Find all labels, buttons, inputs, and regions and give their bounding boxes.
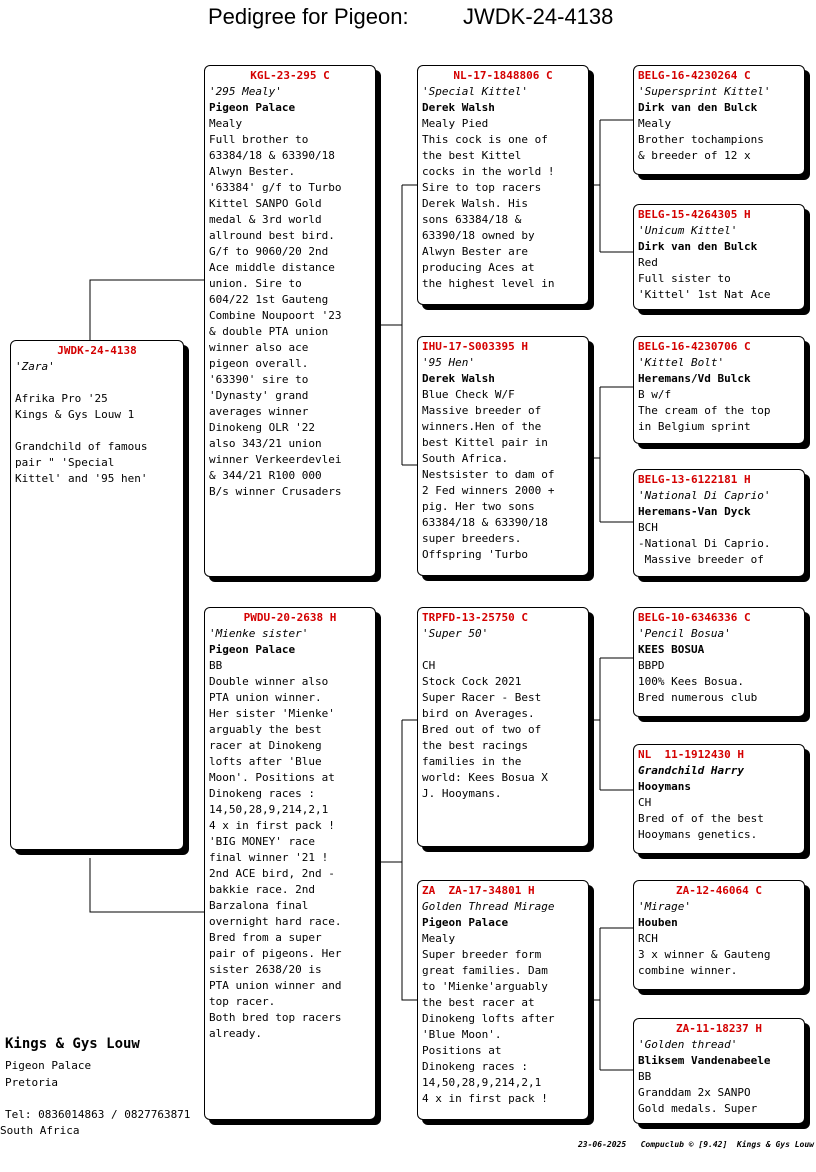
great-grandparent-color: Red bbox=[638, 256, 658, 269]
great-grandparent-color: BB bbox=[638, 1070, 652, 1083]
grandparent-ring: IHU-17-S003395 H bbox=[422, 340, 528, 353]
footer-country: South Africa bbox=[0, 1124, 80, 1137]
grandparent-owner: Pigeon Palace bbox=[422, 916, 509, 929]
title-ring: JWDK-24-4138 bbox=[463, 4, 614, 29]
great-grandparent-name: 'Supersprint Kittel' bbox=[638, 85, 771, 98]
grandparent-name: '95 Hen' bbox=[422, 356, 475, 369]
grandparent-note: Super breeder form great families. Dam to 'Mienke'arguably the best racer at Dinokeng lofts after 'Blue Moon'. Positions at Dinokeng races : 14,50,28,9,214,2,1 4 x in first pack ! bbox=[422, 948, 555, 1105]
great-grandparent-name: Grandchild Harry bbox=[638, 764, 744, 777]
great-grandparent-card[interactable] bbox=[633, 1018, 805, 1124]
great-grandparent-ring: BELG-10-6346336 C bbox=[638, 611, 751, 624]
great-grandparent-owner: Houben bbox=[638, 916, 678, 929]
sire-card[interactable] bbox=[204, 65, 376, 577]
great-grandparent-note: 3 x winner & Gauteng combine winner. bbox=[638, 948, 771, 977]
great-grandparent-note: 100% Kees Bosua. Bred numerous club bbox=[638, 675, 758, 704]
title-label: Pedigree for Pigeon: bbox=[208, 4, 409, 29]
great-grandparent-ring: BELG-13-6122181 H bbox=[638, 473, 751, 486]
great-grandparent-owner: Dirk van den Bulck bbox=[638, 101, 758, 114]
great-grandparent-note: -National Di Caprio. Massive breeder of bbox=[638, 537, 771, 566]
great-grandparent-color: RCH bbox=[638, 932, 658, 945]
great-grandparent-ring: BELG-16-4230264 C bbox=[638, 69, 751, 82]
grandparent-ring: TRPFD-13-25750 C bbox=[422, 611, 528, 624]
great-grandparent-name: 'Pencil Bosua' bbox=[638, 627, 731, 640]
granddam-maternal-card[interactable] bbox=[417, 880, 589, 1120]
dam-color: BB bbox=[209, 659, 223, 672]
great-grandparent-owner: Hooymans bbox=[638, 780, 691, 793]
great-grandparent-ring: ZA-12-46064 C bbox=[675, 884, 763, 897]
sire-name: '295 Mealy' bbox=[209, 85, 282, 98]
great-grandparent-card[interactable] bbox=[633, 204, 805, 310]
footer-owner-name: Kings & Gys Louw bbox=[5, 1036, 140, 1052]
grandparent-color: Blue Check W/F bbox=[422, 388, 515, 401]
grandparent-color: Mealy Pied bbox=[422, 117, 489, 130]
great-grandparent-color: B w/f bbox=[638, 388, 672, 401]
grandparent-name: 'Super 50' bbox=[422, 627, 489, 640]
great-grandparent-name: 'Unicum Kittel' bbox=[638, 224, 738, 237]
great-grandparent-note: Brother tochampions & breeder of 12 x bbox=[638, 133, 764, 162]
grandsire-paternal-card[interactable] bbox=[417, 65, 589, 305]
grandparent-color: CH bbox=[422, 659, 436, 672]
great-grandparent-owner: Heremans-Van Dyck bbox=[638, 505, 751, 518]
great-grandparent-note: Bred of of the best Hooymans genetics. bbox=[638, 812, 764, 841]
dam-owner: Pigeon Palace bbox=[209, 643, 296, 656]
great-grandparent-ring: ZA-11-18237 H bbox=[675, 1022, 763, 1035]
great-grandparent-name: 'Kittel Bolt' bbox=[638, 356, 725, 369]
grandparent-note: Massive breeder of winners.Hen of the best Kittel pair in South Africa. Nestsister to dam of 2 Fed winners 2000 + pig. Her two sons 63384/18 & 63390/18 super breeders. Offspring 'Turbo bbox=[422, 404, 555, 561]
great-grandparent-ring: BELG-15-4264305 H bbox=[638, 208, 751, 221]
great-grandparent-card[interactable] bbox=[633, 744, 805, 854]
great-grandparent-name: 'Golden thread' bbox=[638, 1038, 738, 1051]
footer-phone: Tel: 0836014863 / 0827763871 bbox=[5, 1108, 191, 1121]
grandparent-color: Mealy bbox=[422, 932, 456, 945]
great-grandparent-owner: Dirk van den Bulck bbox=[638, 240, 758, 253]
great-grandparent-card[interactable] bbox=[633, 469, 805, 577]
subject-note: Afrika Pro '25 Kings & Gys Louw 1 Grandchild of famous pair " 'Special Kittel' and '95 hen' bbox=[15, 392, 148, 485]
great-grandparent-card[interactable] bbox=[633, 880, 805, 990]
granddam-paternal-card[interactable] bbox=[417, 336, 589, 576]
grandparent-ring: ZA ZA-17-34801 H bbox=[422, 884, 535, 897]
great-grandparent-color: BCH bbox=[638, 521, 658, 534]
dam-card[interactable] bbox=[204, 607, 376, 1120]
great-grandparent-name: 'National Di Caprio' bbox=[638, 489, 771, 502]
great-grandparent-ring: BELG-16-4230706 C bbox=[638, 340, 751, 353]
great-grandparent-card[interactable] bbox=[633, 336, 805, 444]
grandsire-maternal-card[interactable] bbox=[417, 607, 589, 847]
great-grandparent-name: 'Mirage' bbox=[638, 900, 691, 913]
great-grandparent-owner: Heremans/Vd Bulck bbox=[638, 372, 751, 385]
sire-color: Mealy bbox=[209, 117, 243, 130]
grandparent-owner: Derek Walsh bbox=[422, 101, 495, 114]
grandparent-note: Stock Cock 2021 Super Racer - Best bird on Averages. Bred out of two of the best racings families in the world: Kees Bosua X J. Hooymans. bbox=[422, 675, 548, 800]
subject-name: 'Zara' bbox=[15, 360, 55, 373]
sire-ring: KGL-23-295 C bbox=[250, 69, 330, 82]
great-grandparent-card[interactable] bbox=[633, 607, 805, 717]
great-grandparent-card[interactable] bbox=[633, 65, 805, 175]
subject-ring: JWDK-24-4138 bbox=[57, 344, 137, 357]
great-grandparent-ring: NL 11-1912430 H bbox=[638, 748, 744, 761]
footer-loft: Pigeon Palace bbox=[5, 1059, 92, 1072]
dam-name: 'Mienke sister' bbox=[209, 627, 309, 640]
sire-owner: Pigeon Palace bbox=[209, 101, 296, 114]
great-grandparent-owner: KEES BOSUA bbox=[638, 643, 705, 656]
sire-note: Full brother to 63384/18 & 63390/18 Alwyn Bester. '63384' g/f to Turbo Kittel SANPO Gold medal & 3rd world allround best bird. G/f to 9060/20 2nd Ace middle distance union. Sire to 604/22 1st Gauteng Combine Noupoort '23 & double PTA union winner also ace pigeon overall. '63390' sire to 'Dynasty' grand averages winner Dinokeng OLR '22 also 343/21 union winner Verkeerdevlei & 344/21 R100 000 B/s winner Crusaders bbox=[209, 133, 342, 498]
grandparent-note: This cock is one of the best Kittel cocks in the world ! Sire to top racers Derek Walsh. His sons 63384/18 & 63390/18 owned by Alwyn Bester are producing Aces at the highest level in bbox=[422, 133, 555, 290]
grandparent-owner: Derek Walsh bbox=[422, 372, 495, 385]
great-grandparent-color: Mealy bbox=[638, 117, 672, 130]
dam-ring: PWDU-20-2638 H bbox=[243, 611, 337, 624]
grandparent-owner bbox=[422, 642, 584, 658]
grandparent-name: Golden Thread Mirage bbox=[422, 900, 555, 913]
great-grandparent-note: Granddam 2x SANPO Gold medals. Super bbox=[638, 1086, 758, 1115]
grandparent-ring: NL-17-1848806 C bbox=[453, 69, 553, 82]
grandparent-name: 'Special Kittel' bbox=[422, 85, 528, 98]
dam-note: Double winner also PTA union winner. Her sister 'Mienke' arguably the best racer at Dinokeng lofts after 'Blue Moon'. Positions at Dinokeng races : 14,50,28,9,214,2,1 4 x in first pack ! 'BIG MONEY' race final winner '21 ! 2nd ACE bird, 2nd - bakkie race. 2nd Barzalona final overnight hard race. Bred from a super pair of pigeons. Her sister 2638/20 is PTA union winner and top racer. Both bred top racers already. bbox=[209, 675, 342, 1040]
great-grandparent-owner: Bliksem Vandenabeele bbox=[638, 1054, 771, 1067]
great-grandparent-note: The cream of the top in Belgium sprint bbox=[638, 404, 771, 433]
subject-card[interactable] bbox=[10, 340, 184, 850]
print-stamp: 23-06-2025 Compuclub © [9.42] Kings & Gys Louw bbox=[577, 1140, 814, 1149]
great-grandparent-color: BBPD bbox=[638, 659, 665, 672]
great-grandparent-color: CH bbox=[638, 796, 652, 809]
footer-city: Pretoria bbox=[5, 1076, 58, 1089]
great-grandparent-note: Full sister to 'Kittel' 1st Nat Ace bbox=[638, 272, 771, 301]
